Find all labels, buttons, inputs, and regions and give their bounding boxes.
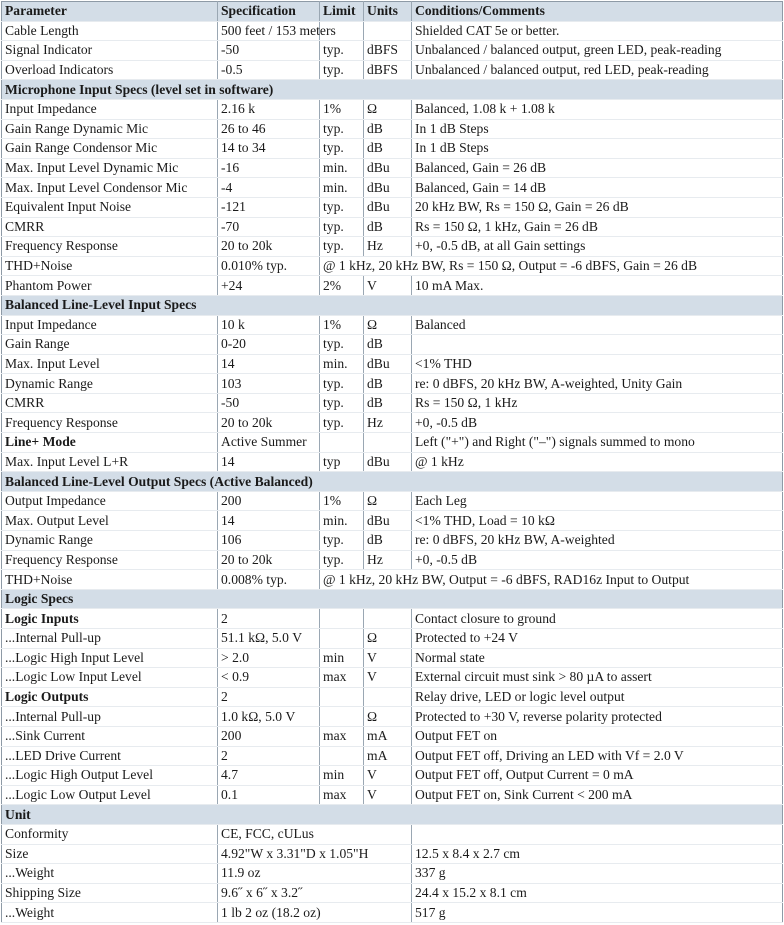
- table-row: [2, 531, 783, 551]
- cell-limit: typ.: [320, 550, 364, 570]
- table-row: [2, 550, 783, 570]
- table-row: [2, 883, 783, 903]
- header-units: Units: [364, 2, 412, 22]
- cell-parameter: ...Logic High Output Level: [2, 766, 218, 786]
- table-row: [2, 707, 783, 727]
- cell-limit: typ.: [320, 139, 364, 159]
- cell-parameter: Frequency Response: [2, 413, 218, 433]
- cell-specification: 2: [218, 687, 320, 707]
- table-row: [2, 99, 783, 119]
- cell-parameter: Frequency Response: [2, 550, 218, 570]
- cell-conditions: Output FET on: [412, 726, 783, 746]
- cell-conditions: Each Leg: [412, 491, 783, 511]
- cell-specification: 14: [218, 354, 320, 374]
- cell-parameter: ...Internal Pull-up: [2, 629, 218, 649]
- cell-specification: 2: [218, 609, 320, 629]
- cell-specification: < 0.9: [218, 668, 320, 688]
- table-row: [2, 237, 783, 257]
- cell-units: Hz: [364, 550, 412, 570]
- cell-parameter: Gain Range: [2, 335, 218, 355]
- cell-units: Ω: [364, 629, 412, 649]
- cell-limit: min: [320, 766, 364, 786]
- cell-conditions: [412, 335, 783, 355]
- section-title: Unit: [2, 805, 783, 825]
- table-row: [2, 903, 783, 923]
- cell-specification: 1.0 kΩ, 5.0 V: [218, 707, 320, 727]
- cell-specification: 11.9 oz: [218, 864, 412, 884]
- cell-conditions: Unbalanced / balanced output, red LED, peak-reading: [412, 60, 783, 80]
- cell-conditions: Normal state: [412, 648, 783, 668]
- cell-parameter: ...Weight: [2, 864, 218, 884]
- cell-conditions: 10 mA Max.: [412, 276, 783, 296]
- cell-specification: 10 k: [218, 315, 320, 335]
- cell-parameter: Line+ Mode: [2, 433, 218, 453]
- cell-specification: Active Summer: [218, 433, 320, 453]
- cell-parameter: ...Logic Low Input Level: [2, 668, 218, 688]
- cell-specification: 14 to 34: [218, 139, 320, 159]
- cell-parameter: Size: [2, 844, 218, 864]
- cell-limit: typ.: [320, 531, 364, 551]
- cell-units: dB: [364, 335, 412, 355]
- cell-limit: min: [320, 648, 364, 668]
- cell-specification: CE, FCC, cULus: [218, 824, 412, 844]
- cell-conditions: Rs = 150 Ω, 1 kHz: [412, 393, 783, 413]
- cell-parameter: Cable Length: [2, 21, 218, 41]
- section-header-row: [2, 805, 783, 825]
- cell-limit: typ.: [320, 197, 364, 217]
- cell-limit: 1%: [320, 315, 364, 335]
- table-row: [2, 60, 783, 80]
- cell-specification: 0.1: [218, 785, 320, 805]
- cell-limit: 1%: [320, 491, 364, 511]
- cell-limit: typ.: [320, 237, 364, 257]
- cell-limit: typ.: [320, 335, 364, 355]
- table-row: [2, 433, 783, 453]
- cell-specification: -50: [218, 41, 320, 61]
- cell-specification: 14: [218, 452, 320, 472]
- cell-parameter: Max. Input Level Condensor Mic: [2, 178, 218, 198]
- cell-specification: 4.92"W x 3.31"D x 1.05"H: [218, 844, 412, 864]
- cell-metric: 12.5 x 8.4 x 2.7 cm: [412, 844, 783, 864]
- cell-specification: 500 feet / 153 meters: [218, 21, 320, 41]
- cell-limit: min.: [320, 511, 364, 531]
- cell-units: dB: [364, 139, 412, 159]
- cell-units: dB: [364, 393, 412, 413]
- cell-limit: 2%: [320, 276, 364, 296]
- cell-units: dBFS: [364, 41, 412, 61]
- cell-units: dBu: [364, 158, 412, 178]
- table-row: [2, 21, 783, 41]
- cell-units: V: [364, 648, 412, 668]
- cell-units: V: [364, 766, 412, 786]
- table-row: [2, 119, 783, 139]
- cell-specification: 2: [218, 746, 320, 766]
- cell-parameter: CMRR: [2, 393, 218, 413]
- cell-units: V: [364, 276, 412, 296]
- cell-limit: [320, 609, 364, 629]
- cell-specification: 0-20: [218, 335, 320, 355]
- table-row: [2, 491, 783, 511]
- cell-units: dB: [364, 217, 412, 237]
- cell-parameter: Signal Indicator: [2, 41, 218, 61]
- cell-conditions: +0, -0.5 dB: [412, 550, 783, 570]
- cell-parameter: ...Weight: [2, 903, 218, 923]
- cell-conditions: Balanced, 1.08 k + 1.08 k: [412, 99, 783, 119]
- cell-specification: -121: [218, 197, 320, 217]
- cell-parameter: Output Impedance: [2, 491, 218, 511]
- cell-units: V: [364, 785, 412, 805]
- cell-parameter: Max. Output Level: [2, 511, 218, 531]
- cell-units: Ω: [364, 99, 412, 119]
- cell-parameter: Logic Outputs: [2, 687, 218, 707]
- cell-units: dBu: [364, 354, 412, 374]
- cell-conditions: Rs = 150 Ω, 1 kHz, Gain = 26 dB: [412, 217, 783, 237]
- cell-metric: 24.4 x 15.2 x 8.1 cm: [412, 883, 783, 903]
- table-row: [2, 158, 783, 178]
- cell-conditions: External circuit must sink > 80 µA to assert: [412, 668, 783, 688]
- cell-units: dBu: [364, 197, 412, 217]
- cell-parameter: CMRR: [2, 217, 218, 237]
- table-row: [2, 354, 783, 374]
- cell-specification: -16: [218, 158, 320, 178]
- cell-metric: 337 g: [412, 864, 783, 884]
- cell-conditions: <1% THD: [412, 354, 783, 374]
- table-row: [2, 687, 783, 707]
- cell-units: dBu: [364, 452, 412, 472]
- cell-units: dBu: [364, 511, 412, 531]
- cell-limit: typ.: [320, 60, 364, 80]
- table-row: [2, 864, 783, 884]
- cell-specification: 0.010% typ.: [218, 256, 320, 276]
- cell-parameter: Phantom Power: [2, 276, 218, 296]
- cell-conditions: Output FET off, Driving an LED with Vf = 2.0 V: [412, 746, 783, 766]
- cell-specification: 20 to 20k: [218, 550, 320, 570]
- cell-conditions: Unbalanced / balanced output, green LED, peak-reading: [412, 41, 783, 61]
- section-header-row: [2, 472, 783, 492]
- cell-parameter: THD+Noise: [2, 570, 218, 590]
- cell-limit: min.: [320, 158, 364, 178]
- cell-specification: 103: [218, 374, 320, 394]
- cell-units: dBFS: [364, 60, 412, 80]
- cell-specification: 51.1 kΩ, 5.0 V: [218, 629, 320, 649]
- cell-parameter: Logic Inputs: [2, 609, 218, 629]
- table-row: [2, 276, 783, 296]
- table-row: [2, 139, 783, 159]
- cell-limit: [320, 707, 364, 727]
- cell-parameter: Max. Input Level: [2, 354, 218, 374]
- cell-specification: -50: [218, 393, 320, 413]
- table-row: [2, 511, 783, 531]
- table-row: [2, 315, 783, 335]
- cell-conditions: re: 0 dBFS, 20 kHz BW, A-weighted: [412, 531, 783, 551]
- cell-parameter: ...LED Drive Current: [2, 746, 218, 766]
- cell-parameter: Frequency Response: [2, 237, 218, 257]
- cell-conditions: Output FET on, Sink Current < 200 mA: [412, 785, 783, 805]
- cell-conditions: Output FET off, Output Current = 0 mA: [412, 766, 783, 786]
- cell-conditions: In 1 dB Steps: [412, 139, 783, 159]
- cell-specification: 1 lb 2 oz (18.2 oz): [218, 903, 412, 923]
- cell-conditions: +0, -0.5 dB: [412, 413, 783, 433]
- table-row: [2, 609, 783, 629]
- cell-limit: max: [320, 668, 364, 688]
- header-specification: Specification: [218, 2, 320, 22]
- cell-limit: typ.: [320, 119, 364, 139]
- section-header-row: [2, 589, 783, 609]
- cell-parameter: Overload Indicators: [2, 60, 218, 80]
- cell-limit: max: [320, 726, 364, 746]
- cell-specification: 20 to 20k: [218, 413, 320, 433]
- cell-conditions: re: 0 dBFS, 20 kHz BW, A-weighted, Unity Gain: [412, 374, 783, 394]
- table-row: [2, 41, 783, 61]
- cell-units: V: [364, 668, 412, 688]
- cell-limit: typ.: [320, 393, 364, 413]
- cell-units: [364, 433, 412, 453]
- cell-units: [364, 21, 412, 41]
- section-title: Logic Specs: [2, 589, 783, 609]
- cell-specification: -4: [218, 178, 320, 198]
- section-title: Balanced Line-Level Input Specs: [2, 295, 783, 315]
- table-row: [2, 413, 783, 433]
- cell-conditions: Shielded CAT 5e or better.: [412, 21, 783, 41]
- cell-parameter: ...Internal Pull-up: [2, 707, 218, 727]
- cell-limit: typ.: [320, 41, 364, 61]
- cell-parameter: Input Impedance: [2, 315, 218, 335]
- cell-conditions: @ 1 kHz: [412, 452, 783, 472]
- cell-specification: > 2.0: [218, 648, 320, 668]
- header-limit: Limit: [320, 2, 364, 22]
- cell-parameter: Conformity: [2, 824, 218, 844]
- cell-parameter: THD+Noise: [2, 256, 218, 276]
- cell-conditions: In 1 dB Steps: [412, 119, 783, 139]
- cell-parameter: Input Impedance: [2, 99, 218, 119]
- table-row: [2, 668, 783, 688]
- cell-specification: 200: [218, 726, 320, 746]
- cell-conditions: <1% THD, Load = 10 kΩ: [412, 511, 783, 531]
- header-row: [2, 2, 783, 22]
- table-row: [2, 629, 783, 649]
- cell-limit: typ.: [320, 374, 364, 394]
- spec-body: [2, 21, 783, 922]
- cell-limit: [320, 629, 364, 649]
- cell-conditions: 20 kHz BW, Rs = 150 Ω, Gain = 26 dB: [412, 197, 783, 217]
- cell-parameter: ...Logic High Input Level: [2, 648, 218, 668]
- cell-specification: 26 to 46: [218, 119, 320, 139]
- cell-limit: typ.: [320, 217, 364, 237]
- table-row: [2, 178, 783, 198]
- cell-units: Hz: [364, 237, 412, 257]
- cell-units: dB: [364, 531, 412, 551]
- table-row: [2, 570, 783, 590]
- cell-parameter: Max. Input Level Dynamic Mic: [2, 158, 218, 178]
- table-row: [2, 393, 783, 413]
- cell-limit: typ: [320, 452, 364, 472]
- cell-units: Ω: [364, 707, 412, 727]
- header-conditions: Conditions/Comments: [412, 2, 783, 22]
- cell-metric: [412, 824, 783, 844]
- cell-units: Ω: [364, 491, 412, 511]
- cell-conditions: Left ("+") and Right ("–") signals summed to mono: [412, 433, 783, 453]
- cell-parameter: Dynamic Range: [2, 374, 218, 394]
- cell-specification: +24: [218, 276, 320, 296]
- cell-parameter: Equivalent Input Noise: [2, 197, 218, 217]
- cell-conditions: Protected to +30 V, reverse polarity protected: [412, 707, 783, 727]
- cell-parameter: Gain Range Condensor Mic: [2, 139, 218, 159]
- cell-limit: min.: [320, 354, 364, 374]
- table-row: [2, 335, 783, 355]
- cell-limit: [320, 746, 364, 766]
- table-row: [2, 452, 783, 472]
- cell-specification: 0.008% typ.: [218, 570, 320, 590]
- cell-conditions: @ 1 kHz, 20 kHz BW, Rs = 150 Ω, Output = -6 dBFS, Gain = 26 dB: [320, 256, 783, 276]
- cell-conditions: Balanced, Gain = 26 dB: [412, 158, 783, 178]
- table-row: [2, 374, 783, 394]
- section-header-row: [2, 80, 783, 100]
- cell-specification: 106: [218, 531, 320, 551]
- cell-specification: 14: [218, 511, 320, 531]
- table-row: [2, 785, 783, 805]
- table-row: [2, 648, 783, 668]
- cell-parameter: ...Sink Current: [2, 726, 218, 746]
- cell-specification: 4.7: [218, 766, 320, 786]
- table-row: [2, 197, 783, 217]
- table-row: [2, 217, 783, 237]
- cell-units: [364, 687, 412, 707]
- table-row: [2, 824, 783, 844]
- cell-parameter: Dynamic Range: [2, 531, 218, 551]
- cell-conditions: @ 1 kHz, 20 kHz BW, Output = -6 dBFS, RAD16z Input to Output: [320, 570, 783, 590]
- cell-specification: -70: [218, 217, 320, 237]
- cell-specification: 20 to 20k: [218, 237, 320, 257]
- cell-conditions: Relay drive, LED or logic level output: [412, 687, 783, 707]
- cell-units: [364, 609, 412, 629]
- spec-table: [1, 1, 783, 923]
- cell-units: dB: [364, 374, 412, 394]
- cell-limit: max: [320, 785, 364, 805]
- cell-conditions: Protected to +24 V: [412, 629, 783, 649]
- table-row: [2, 844, 783, 864]
- cell-units: Ω: [364, 315, 412, 335]
- cell-specification: -0.5: [218, 60, 320, 80]
- section-title: Microphone Input Specs (level set in software): [2, 80, 783, 100]
- table-row: [2, 726, 783, 746]
- cell-parameter: Shipping Size: [2, 883, 218, 903]
- section-title: Balanced Line-Level Output Specs (Active Balanced): [2, 472, 783, 492]
- cell-specification: 9.6˝ x 6˝ x 3.2˝: [218, 883, 412, 903]
- cell-limit: 1%: [320, 99, 364, 119]
- cell-specification: 200: [218, 491, 320, 511]
- cell-conditions: Balanced: [412, 315, 783, 335]
- cell-parameter: Gain Range Dynamic Mic: [2, 119, 218, 139]
- section-header-row: [2, 295, 783, 315]
- cell-parameter: ...Logic Low Output Level: [2, 785, 218, 805]
- cell-units: dB: [364, 119, 412, 139]
- cell-specification: 2.16 k: [218, 99, 320, 119]
- cell-units: mA: [364, 746, 412, 766]
- header-parameter: Parameter: [2, 2, 218, 22]
- cell-limit: [320, 687, 364, 707]
- table-row: [2, 746, 783, 766]
- cell-metric: 517 g: [412, 903, 783, 923]
- cell-limit: [320, 433, 364, 453]
- table-row: [2, 256, 783, 276]
- cell-parameter: Max. Input Level L+R: [2, 452, 218, 472]
- cell-conditions: Contact closure to ground: [412, 609, 783, 629]
- cell-units: dBu: [364, 178, 412, 198]
- table-row: [2, 766, 783, 786]
- cell-limit: typ.: [320, 413, 364, 433]
- cell-units: mA: [364, 726, 412, 746]
- cell-conditions: Balanced, Gain = 14 dB: [412, 178, 783, 198]
- cell-conditions: +0, -0.5 dB, at all Gain settings: [412, 237, 783, 257]
- cell-units: Hz: [364, 413, 412, 433]
- cell-limit: min.: [320, 178, 364, 198]
